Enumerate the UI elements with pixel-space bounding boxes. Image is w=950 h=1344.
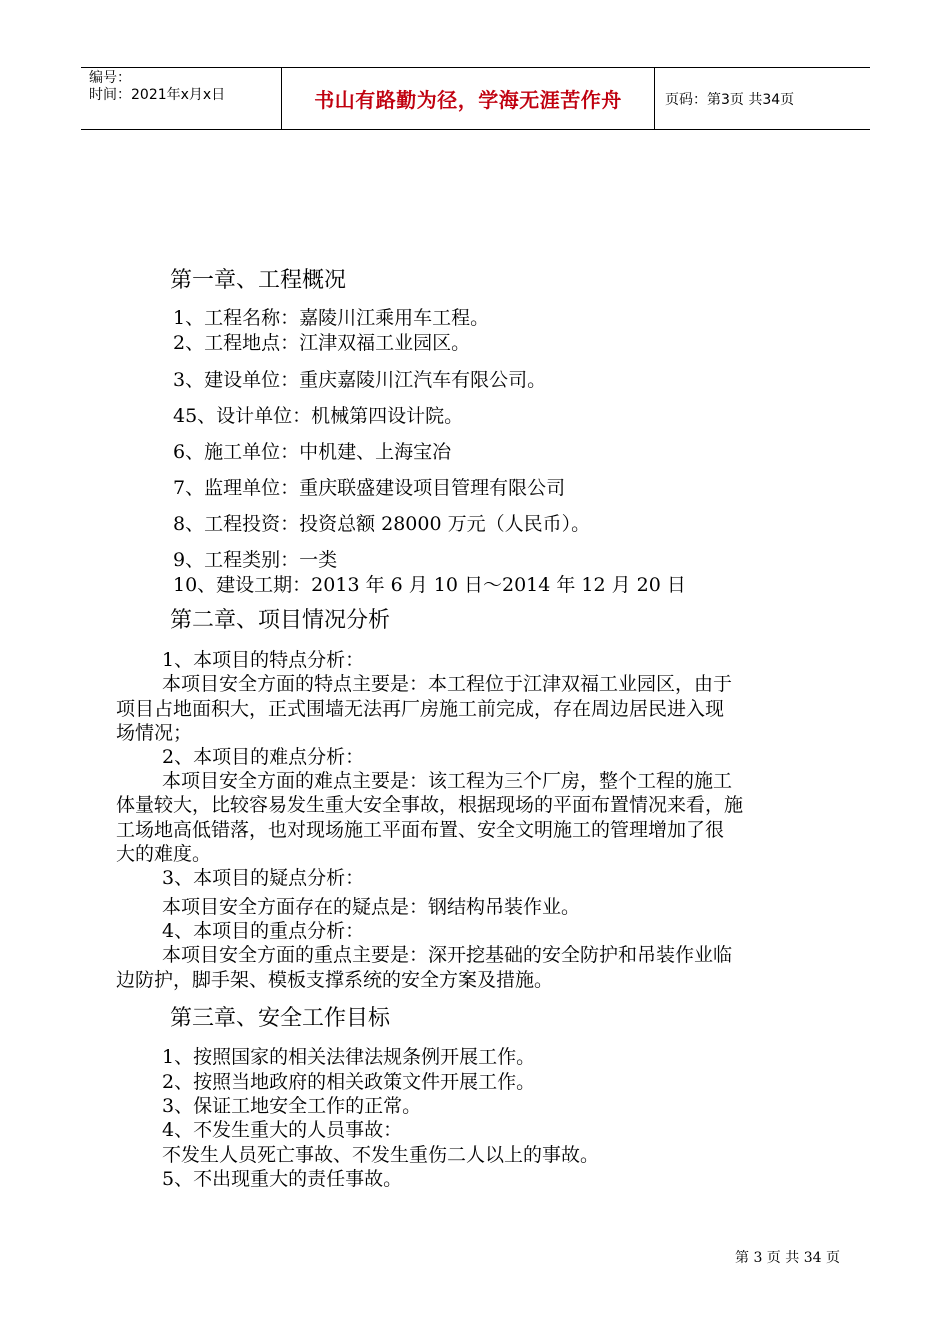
chapter-1-title: 第一章、工程概况 [170, 268, 347, 293]
ch2-line: 本项目安全方面的难点主要是：该工程为三个厂房，整个工程的施工 [162, 770, 733, 792]
header-meta [81, 68, 282, 129]
ch2-line: 本项目安全方面存在的疑点是：钢结构吊装作业。 [162, 896, 581, 918]
ch3-line: 不发生人员死亡事故、不发生重伤二人以上的事故。 [162, 1144, 600, 1166]
ch3-line: 3、保证工地安全工作的正常。 [162, 1095, 422, 1117]
chapter-2-title: 第二章、项目情况分析 [170, 608, 391, 633]
ch2-line: 本项目安全方面的特点主要是：本工程位于江津双福工业园区，由于 [162, 673, 733, 695]
ch2-line: 工场地高低错落，也对现场施工平面布置、安全文明施工的管理增加了很 [116, 819, 725, 841]
ch2-line: 体量较大，比较容易发生重大安全事故，根据现场的平面布置情况来看，施 [116, 794, 744, 816]
chapter-3-title: 第三章、安全工作目标 [170, 1006, 391, 1031]
ch3-line: 4、不发生重大的人员事故： [162, 1119, 403, 1141]
ch1-item: 2、工程地点：江津双福工业园区。 [173, 332, 471, 354]
header-page-info: 页码：第3页 共34页 [665, 91, 795, 108]
ch2-line: 1、本项目的特点分析： [162, 649, 365, 671]
ch3-line: 5、不出现重大的责任事故。 [162, 1168, 403, 1190]
ch1-item: 9、工程类别：一类 [173, 549, 338, 571]
ch2-line: 本项目安全方面的重点主要是：深开挖基础的安全防护和吊装作业临 [162, 944, 733, 966]
ch1-item: 10、建设工期：2013 年 6 月 10 日～2014 年 12 月 20 日 [173, 574, 686, 596]
ch2-line: 4、本项目的重点分析： [162, 920, 365, 942]
ch2-line: 2、本项目的难点分析： [162, 746, 365, 768]
ch3-line: 2、按照当地政府的相关政策文件开展工作。 [162, 1071, 536, 1093]
ch1-item: 7、监理单位：重庆联盛建设项目管理有限公司 [173, 477, 566, 499]
ch1-item: 6、施工单位：中机建、上海宝冶 [173, 441, 452, 463]
ch2-line: 边防护，脚手架、模板支撑系统的安全方案及措施。 [116, 969, 554, 991]
ch1-item: 45、设计单位：机械第四设计院。 [173, 405, 464, 427]
ch1-item: 8、工程投资：投资总额 28000 万元（人民币）。 [173, 513, 591, 535]
ch1-item: 3、建设单位：重庆嘉陵川江汽车有限公司。 [173, 369, 547, 391]
ch2-line: 项目占地面积大，正式围墙无法再厂房施工前完成，存在周边居民进入现 [116, 698, 725, 720]
page-footer: 第 3 页 共 34 页 [735, 1250, 840, 1266]
number-label: 编号： [89, 70, 131, 86]
ch3-line: 1、按照国家的相关法律法规条例开展工作。 [162, 1046, 536, 1068]
page-header [81, 67, 870, 130]
header-motto: 书山有路勤为径，学海无涯苦作舟 [282, 68, 655, 129]
time-label: 时间：2021年x月x日 [89, 87, 226, 103]
ch2-line: 3、本项目的疑点分析： [162, 867, 365, 889]
ch2-line: 场情况； [116, 722, 193, 744]
ch2-line: 大的难度。 [116, 843, 212, 865]
ch1-item: 1、工程名称：嘉陵川江乘用车工程。 [173, 307, 490, 329]
